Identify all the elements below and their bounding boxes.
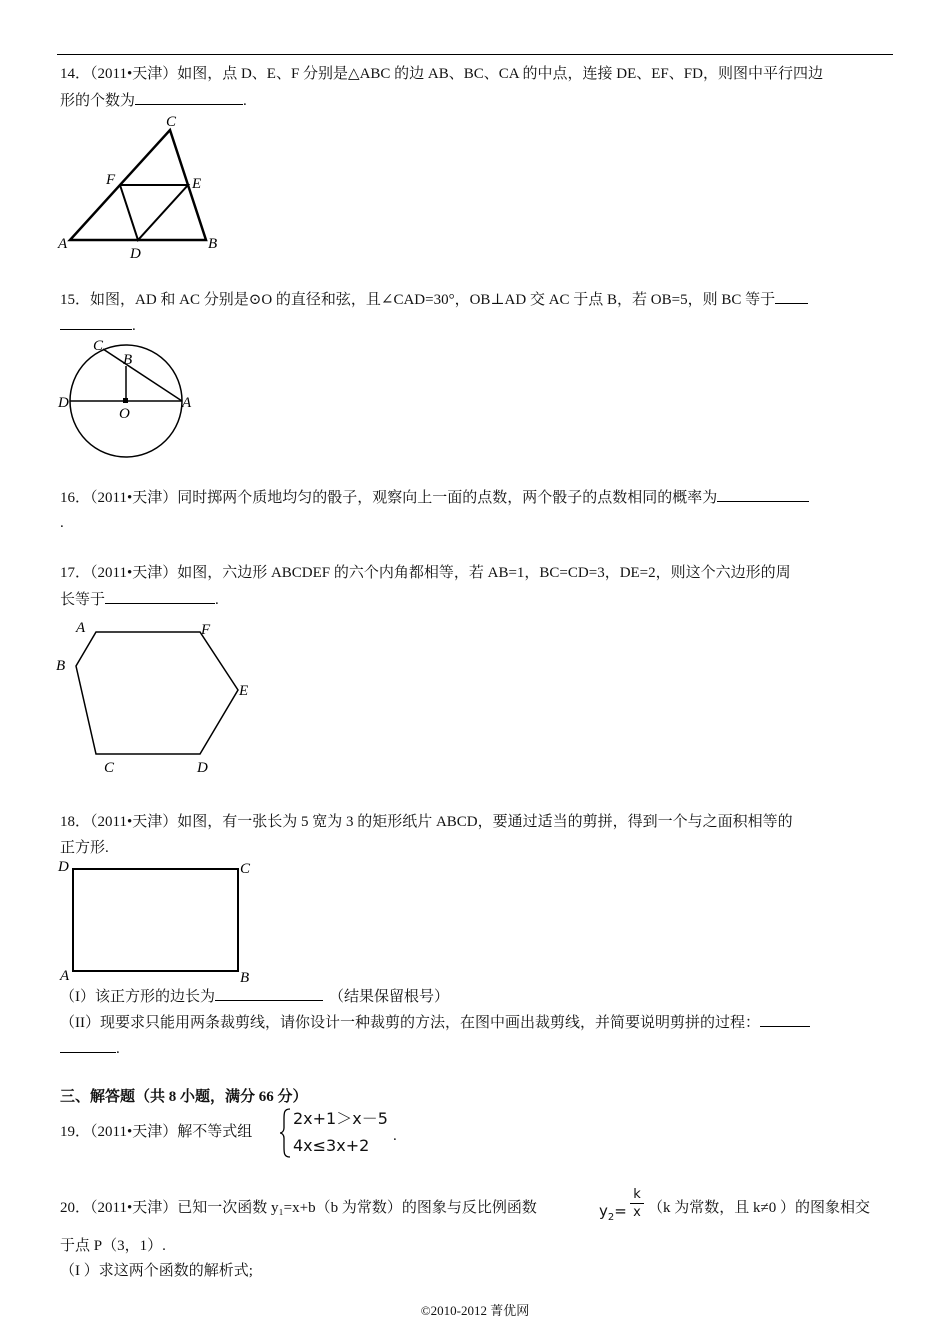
q15-label-c: C: [93, 338, 104, 354]
q15-label-b: B: [123, 352, 133, 368]
q15-label-a: A: [182, 395, 192, 411]
header-rule: [57, 54, 893, 55]
rectangle-abcd: [73, 869, 238, 971]
q14-answer-blank[interactable]: [135, 90, 243, 105]
q17-answer-blank[interactable]: [105, 589, 215, 604]
q20-part1: （I ）求这两个函数的解析式;: [60, 1263, 253, 1279]
q15-line2-end: .: [132, 318, 136, 334]
q20-fraction: [630, 1186, 644, 1221]
q14-label-e: E: [192, 176, 202, 192]
q14-line2-end: .: [243, 93, 247, 109]
hexagon-abcdef: [76, 632, 238, 754]
q18-part1-text: （I）该正方形的边长为: [60, 989, 215, 1005]
q18-part2-end: .: [116, 1041, 120, 1057]
q18-part2-text: （II）现要求只能用两条裁剪线，请你设计一种裁剪的方法，在图中画出裁剪线，并简要说明剪拼的过程：: [60, 1015, 760, 1031]
brace-shape: [280, 1109, 290, 1157]
q16-answer-blank[interactable]: [717, 487, 809, 502]
q16-line2: .: [60, 515, 64, 531]
q20-prefix: 20．（2011•天津）已知一次函数 y₁=x+b（b 为常数）的图象与反比例函数: [60, 1200, 537, 1216]
q18-part2-blank-b[interactable]: [60, 1038, 116, 1053]
q18-part2-line2: [60, 1038, 120, 1059]
q17-label-f: F: [201, 622, 211, 638]
q20-suffix: （k 为常数，且 k≠0 ）的图象相交: [648, 1200, 870, 1216]
q15-line1-text: 15．如图，AD 和 AC 分别是⊙O 的直径和弦，且∠CAD=30°，OB⊥AD 交 AC 于点 B，若 OB=5，则 BC 等于: [60, 292, 776, 308]
q14-label-d: D: [130, 246, 141, 262]
q18-label-c: C: [240, 861, 251, 877]
q17-label-d: D: [197, 760, 208, 776]
q20-fraction-num: k: [630, 1186, 644, 1204]
q17-line2-text: 长等于: [60, 592, 106, 608]
q18-line2: 正方形.: [60, 840, 109, 856]
q19-prefix: 19．（2011•天津）解不等式组: [60, 1124, 253, 1140]
q18-part1: [60, 986, 449, 1007]
q14-label-f: F: [106, 172, 116, 188]
triangle-def: [120, 185, 188, 240]
q14-line1: 14．（2011•天津）如图，点 D、E、F 分别是△ABC 的边 AB、BC、CA 的中点，连接 DE、EF、FD，则图中平行四边: [60, 66, 823, 82]
q18-rectangle-figure: [52, 853, 262, 985]
q17-label-a: A: [76, 620, 86, 636]
q15-answer-blank-b[interactable]: [60, 315, 132, 330]
q17-hexagon-figure: [50, 618, 260, 778]
q20-y2-letter: y: [599, 1202, 608, 1220]
q14-label-a: A: [58, 236, 68, 252]
q16-line1-text: 16．（2011•天津）同时掷两个质地均匀的骰子，观察向上一面的点数，两个骰子的点数相同的概率为: [60, 490, 718, 506]
center-point-o: [123, 398, 128, 403]
q20-fraction-den: x: [633, 1205, 641, 1220]
q15-line1: [60, 289, 808, 310]
q18-label-a: A: [60, 968, 70, 984]
q20-y2-sub: 2: [607, 1212, 615, 1223]
q19-inequality-1: 2x+1＞x－5: [293, 1109, 388, 1128]
chord-ac: [103, 349, 182, 401]
q15-answer-blank-a[interactable]: [775, 289, 808, 304]
section3-title: 三、解答题（共 8 小题，满分 66 分）: [60, 1089, 308, 1105]
page-footer: ©2010-2012 菁优网: [420, 1303, 530, 1318]
q18-line1: 18．（2011•天津）如图，有一张长为 5 宽为 3 的矩形纸片 ABCD，要通过适当的剪拼，得到一个与之面积相等的: [60, 814, 793, 830]
q19-left-brace: [278, 1107, 292, 1159]
q17-label-b: B: [56, 658, 66, 674]
q15-line2: [60, 315, 136, 336]
q17-label-c: C: [104, 760, 115, 776]
q17-line2: [60, 589, 219, 610]
q17-line2-end: .: [215, 592, 219, 608]
q19-suffix: .: [393, 1128, 397, 1144]
q20-y2-eq: =: [614, 1202, 627, 1220]
q20-y2: [599, 1201, 627, 1228]
q14-triangle-figure: [50, 108, 230, 264]
q18-part1-note: （结果保留根号）: [329, 989, 450, 1005]
q18-label-b: B: [240, 970, 250, 985]
q14-line2-text: 形的个数为: [60, 93, 136, 109]
q17-label-e: E: [239, 683, 249, 699]
q15-label-o: O: [119, 406, 130, 422]
q19-inequality-2: 4x≤3x+2: [293, 1136, 370, 1155]
q18-part2-blank-a[interactable]: [760, 1012, 810, 1027]
q14-label-b: B: [208, 236, 218, 252]
q14-label-c: C: [166, 114, 177, 130]
q15-circle-figure: [52, 334, 202, 460]
q18-label-d: D: [58, 859, 69, 875]
q17-line1: 17．（2011•天津）如图，六边形 ABCDEF 的六个内角都相等，若 AB=1，BC=CD=3，DE=2，则这个六边形的周: [60, 565, 791, 581]
q18-part1-blank[interactable]: [215, 986, 323, 1001]
q16-line1: [60, 487, 809, 508]
q18-part2: [60, 1012, 810, 1033]
q15-label-d: D: [58, 395, 69, 411]
q20-line2: 于点 P（3，1）.: [60, 1238, 166, 1254]
